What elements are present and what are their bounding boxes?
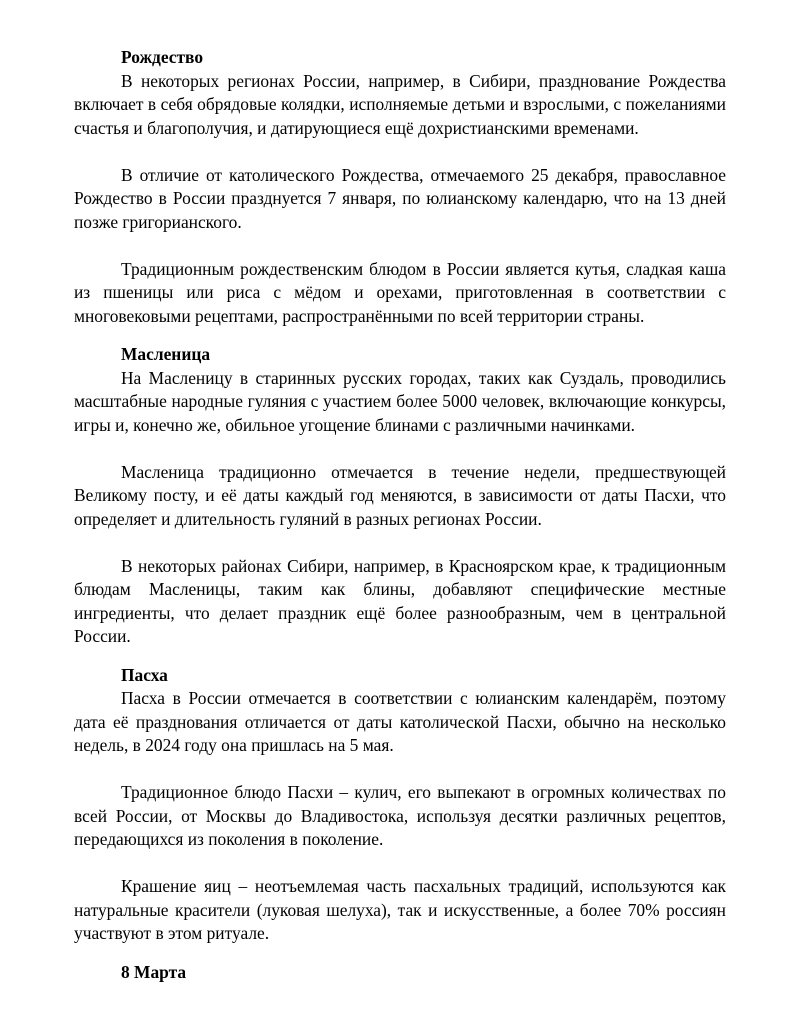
section-heading: Пасха [121, 664, 168, 685]
section-heading: 8 Марта [121, 961, 187, 982]
paragraph: Традиционным рождественским блюдом в России является кутья, сладкая каша из пшеницы или риса с мёдом и орехами, приготовленная в соответствии с многовековыми рецептами, распространёнными по всей территории страны. [74, 258, 726, 326]
section-christmas [74, 46, 726, 328]
section-march-8 [74, 961, 726, 985]
section-easter [74, 664, 726, 946]
paragraph: Крашение яиц – неотъемлемая часть пасхальных традиций, используются как натуральные красители (луковая шелуха), так и искусственные, а более 70% россиян участвуют в этом ритуале. [74, 876, 726, 943]
paragraph: В некоторых районах Сибири, например, в Красноярском крае, к традиционным блюдам Масленицы, таким как блины, добавляют специфические местные ингредиенты, что делает праздник ещё более разнообразным, чем в центральной России. [74, 555, 726, 646]
document-page [74, 46, 726, 999]
paragraph: В некоторых регионах России, например, в Сибири, празднование Рождества включает в себя обрядовые колядки, исполняемые детьми и взрослыми, с пожеланиями счастья и благополучия, и датирующиеся ещё дохристианскими временами. [74, 70, 726, 138]
paragraph: Пасха в России отмечается в соответствии с юлианским календарём, поэтому дата её празднования отличается от даты католической Пасхи, обычно на несколько недель, в 2024 году она пришлась на 5 мая. [74, 688, 726, 755]
paragraph: Традиционное блюдо Пасхи – кулич, его выпекают в огромных количествах по всей России, от Москвы до Владивостока, используя десятки различных рецептов, передающихся из поколения в поколение. [74, 782, 726, 849]
paragraph: На Масленицу в старинных русских городах, таких как Суздаль, проводились масштабные народные гуляния с участием более 5000 человек, включающие конкурсы, игры и, конечно же, обильное угощение блинами с различными начинками. [74, 367, 726, 435]
section-maslenitsa [74, 343, 726, 649]
section-heading: Масленица [121, 344, 211, 364]
paragraph: В отличие от католического Рождества, отмечаемого 25 декабря, православное Рождество в России празднуется 7 января, по юлианскому календарю, что на 13 дней позже григорианского. [74, 164, 726, 232]
paragraph: Масленица традиционно отмечается в течение недели, предшествующей Великому посту, и её даты каждый год меняются, в зависимости от даты Пасхи, что определяет и длительность гуляний в разных регионах России. [74, 461, 726, 529]
section-heading: Рождество [121, 47, 204, 67]
